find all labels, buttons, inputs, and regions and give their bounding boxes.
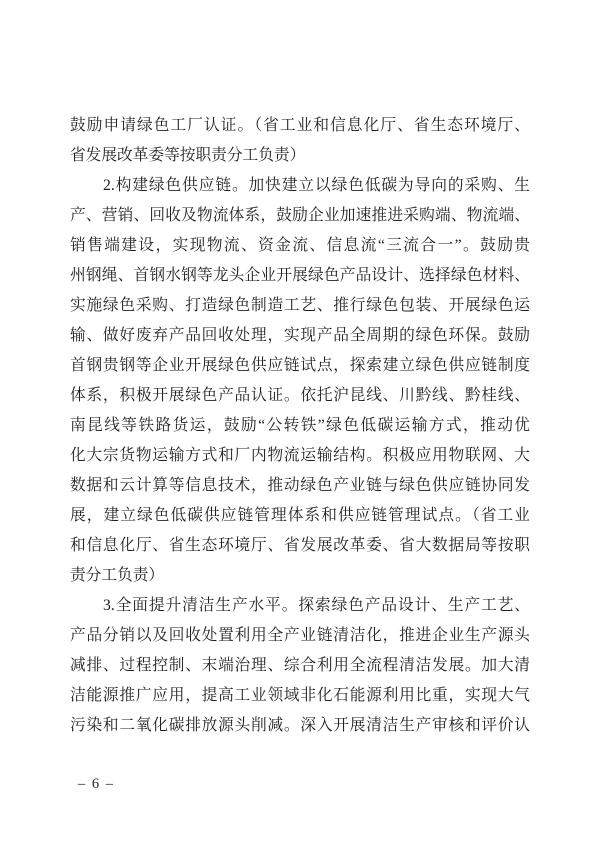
- text-line: 洁能源推广应用，提高工业领域非化石能源利用比重，实现大气: [70, 687, 530, 704]
- text-line: 输、做好废弃产品回收处理，实现产品全周期的绿色环保。鼓励: [70, 327, 530, 344]
- text-line: 产、营销、回收及物流体系，鼓励企业加速推进采购端、物流端、: [70, 207, 530, 224]
- page-number: – 6 –: [78, 776, 115, 792]
- document-body: [70, 111, 530, 741]
- text-line: 数据和云计算等信息技术，推动绿色产业链与绿色供应链协同发: [70, 477, 530, 494]
- text-line: 和信息化厅、省生态环境厅、省发展改革委、省大数据局等按职: [70, 537, 530, 554]
- text-line: 产品分销以及回收处置利用全产业链清洁化，推进企业生产源头: [70, 627, 530, 644]
- text-line: 责分工负责）: [70, 567, 165, 584]
- text-line: 实施绿色采购、打造绿色制造工艺、推行绿色包装、开展绿色运: [70, 297, 530, 314]
- text-line: 销售端建设，实现物流、资金流、信息流“三流合一”。鼓励贵: [70, 237, 530, 254]
- text-line: 州钢绳、首钢水钢等龙头企业开展绿色产品设计、选择绿色材料、: [70, 267, 530, 284]
- text-line: 首钢贵钢等企业开展绿色供应链试点，探索建立绿色供应链制度: [70, 357, 530, 374]
- text-line: 展，建立绿色低碳供应链管理体系和供应链管理试点。（省工业: [70, 507, 530, 524]
- text-line: 体系，积极开展绿色产品认证。依托沪昆线、川黔线、黔桂线、: [70, 387, 530, 404]
- text-line: 3.全面提升清洁生产水平。探索绿色产品设计、生产工艺、: [103, 597, 530, 614]
- text-line: 鼓励申请绿色工厂认证。（省工业和信息化厅、省生态环境厅、: [70, 117, 530, 134]
- text-line: 减排、过程控制、末端治理、综合利用全流程清洁发展。加大清: [70, 657, 530, 674]
- text-line: 省发展改革委等按职责分工负责）: [70, 147, 306, 164]
- text-line: 污染和二氧化碳排放源头削减。深入开展清洁生产审核和评价认: [70, 717, 530, 734]
- text-line: 南昆线等铁路货运，鼓励“公转铁”绿色低碳运输方式，推动优: [70, 417, 530, 434]
- text-line: 2.构建绿色供应链。加快建立以绿色低碳为导向的采购、生: [103, 177, 530, 194]
- text-line: 化大宗货物运输方式和厂内物流运输结构。积极应用物联网、大: [70, 447, 530, 464]
